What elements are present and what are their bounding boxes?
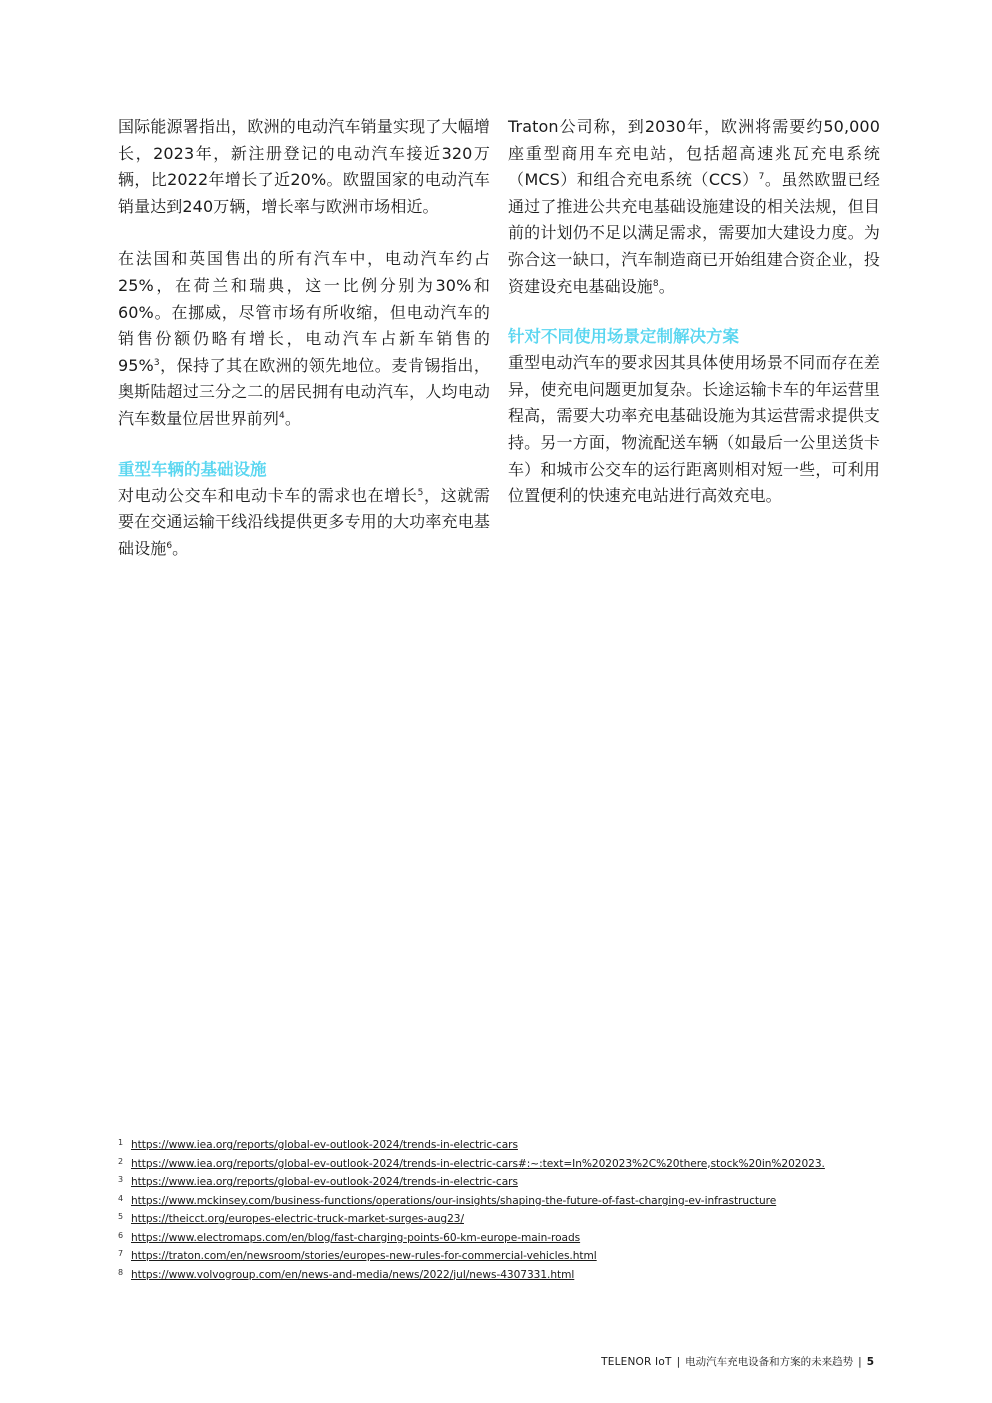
footnote-ref-6[interactable]: 6 — [166, 540, 173, 551]
footnote-ref-7[interactable]: 7 — [758, 172, 765, 183]
footnote-link[interactable]: https://www.iea.org/reports/global-ev-outlook-2024/trends-in-electric-cars — [131, 1139, 518, 1151]
page-footer — [601, 1354, 874, 1369]
footnote-item — [118, 1269, 878, 1288]
footnote-number: 3 — [118, 1175, 124, 1184]
footnote-item — [118, 1195, 878, 1214]
footnote-number: 7 — [118, 1249, 124, 1258]
footnote-item — [118, 1139, 878, 1158]
footnote-number: 5 — [118, 1212, 124, 1221]
footnote-link[interactable]: https://www.iea.org/reports/global-ev-outlook-2024/trends-in-electric-cars#:~:text=In%202023%2C%20there,stock%20in%202023. — [131, 1157, 825, 1170]
footnote-number: 4 — [118, 1193, 124, 1203]
left-paragraph-heavy-vehicles: 对电动公交车和电动卡车的需求也在增长$^5$，这就需要在交通运输干线沿线提供更多专用的大功率充电基础设施$^6$。 — [118, 485, 490, 558]
page-number: 5 — [866, 1355, 874, 1368]
footer-doc-title: 电动汽车充电设备和方案的未来趋势 — [685, 1356, 854, 1368]
footnote-link[interactable]: https://theicct.org/europes-electric-truck-market-surges-aug23/ — [131, 1213, 464, 1225]
footnote-item — [118, 1213, 878, 1232]
left-paragraph-ev-sales: 国际能源署指出，欧洲的电动汽车销量实现了大幅增长，2023年，新注册登记的电动汽车接近320万辆，比2022年增长了近20%。欧盟国家的电动汽车销量达到240万辆，增长率与欧洲市场相近。 — [118, 117, 490, 216]
footer-brand: TELENOR IoT — [601, 1355, 672, 1368]
footnote-item — [118, 1232, 878, 1251]
footnote-ref-4[interactable]: 4 — [279, 410, 285, 421]
footnote-ref-5[interactable]: 5 — [417, 487, 424, 498]
footnote-link[interactable]: https://www.iea.org/reports/global-ev-outlook-2024/trends-in-electric-cars — [131, 1176, 518, 1188]
footnote-ref-3[interactable]: 3 — [153, 357, 160, 368]
footnote-link[interactable]: https://traton.com/en/newsroom/stories/europes-new-rules-for-commercial-vehicles.html — [131, 1250, 597, 1262]
right-paragraph-traton: Traton公司称，到2030年，欧洲将需要约50,000座重型商用车充电站，包括超高速兆瓦充电系统（MCS）和组合充电系统（CCS）$^7$。虽然欧盟已经通过了推进公共充电基础设施建设的相关法规，但目前的计划仍不足以满足需求，需要加大建设力度。为弥合这一缺口，汽车制造商已开始组建合资企业，投资建设充电基础设施$^8$。 — [508, 117, 880, 296]
footnote-item — [118, 1176, 878, 1195]
footnotes — [118, 1139, 878, 1287]
footnote-number: 2 — [118, 1156, 124, 1166]
footnote-link[interactable]: https://www.mckinsey.com/business-functions/operations/our-insights/shaping-the-future-of-fast-charging-ev-infrastructure — [131, 1194, 777, 1207]
footnote-link[interactable]: https://www.volvogroup.com/en/news-and-media/news/2022/jul/news-4307331.html — [131, 1268, 575, 1281]
footer-separator: | — [858, 1355, 862, 1368]
left-paragraph-market-share: 在法国和英国售出的所有汽车中，电动汽车约占25%，在荷兰和瑞典，这一比例分别为30%和60%。在挪威，尽管市场有所收缩，但电动汽车的销售份额仍略有增长，电动汽车占新车销售的95%$^3$，保持了其在欧洲的领先地位。麦肯锡指出，奥斯陆超过三分之二的居民拥有电动汽车，人均电动汽车数量位居世界前列$^4$。 — [118, 249, 490, 428]
right-column — [508, 114, 880, 510]
footnote-number: 1 — [118, 1138, 124, 1147]
footnote-item — [118, 1158, 878, 1177]
footnote-number: 8 — [118, 1267, 124, 1277]
heading-custom-solutions: 针对不同使用场景定制解决方案 — [508, 327, 739, 347]
footnote-item — [118, 1250, 878, 1269]
left-column — [118, 114, 490, 562]
footer-separator: | — [676, 1355, 681, 1368]
right-paragraph-use-cases: 重型电动汽车的要求因其具体使用场景不同而存在差异，使充电问题更加复杂。长途运输卡车的年运营里程高，需要大功率充电基础设施为其运营需求提供支持。另一方面，物流配送车辆（如最后一公里送货卡车）和城市公交车的运行距离则相对短一些，可利用位置便利的快速充电站进行高效充电。 — [508, 353, 880, 506]
footnote-number: 6 — [118, 1230, 124, 1240]
footnote-link[interactable]: https://www.electromaps.com/en/blog/fast-charging-points-60-km-europe-main-roads — [131, 1231, 581, 1244]
heading-heavy-vehicle-infrastructure: 重型车辆的基础设施 — [118, 459, 267, 479]
footnote-ref-8[interactable]: 8 — [652, 278, 659, 289]
